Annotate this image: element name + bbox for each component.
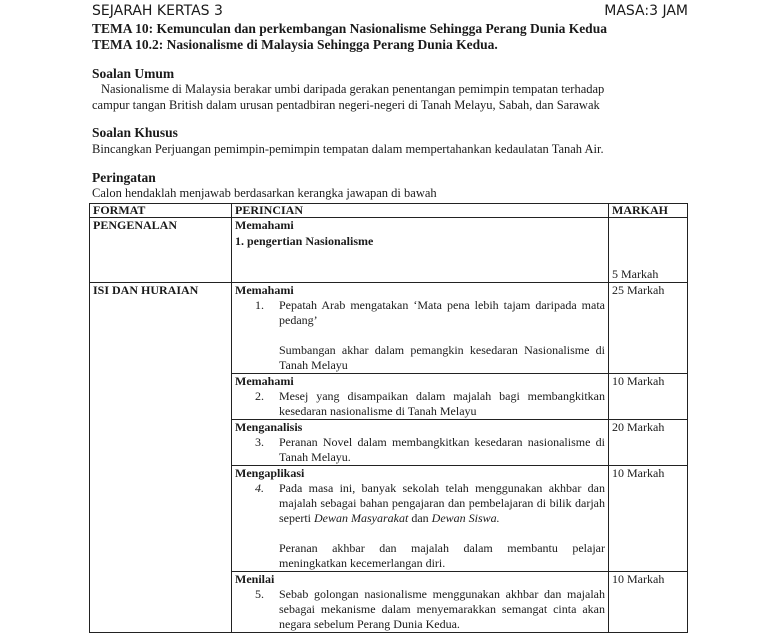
skill-heading: Menilai (235, 572, 275, 586)
soalan-khusus-text: Bincangkan Perjuangan pemimpin-pemimpin tempatan dalam mempertahankan kedaulatan Tanah Air. (92, 142, 604, 156)
perincian-cell (232, 420, 609, 466)
soalan-umum-line-1: Nasionalisme di Malaysia berakar umbi daripada gerakan penentangan pemimpin tempatan terhadap (101, 82, 605, 96)
markah-cell: 20 Markah (609, 420, 688, 466)
answer-framework-table (89, 203, 688, 633)
perincian-column-header: PERINCIAN (232, 204, 609, 218)
list-item: 1. Pepatah Arab mengatakan ‘Mata pena lebih tajam daripada mata pedang’ (255, 298, 605, 327)
tema-10-2-title: TEMA 10.2: Nasionalisme di Malaysia Sehingga Perang Dunia Kedua. (92, 37, 498, 52)
soalan-khusus-heading: Soalan Khusus (92, 125, 178, 140)
perincian-cell (232, 466, 609, 572)
format-column-header: FORMAT (90, 204, 232, 218)
list-item: 4. Pada masa ini, banyak sekolah telah menggunakan akhbar dan majalah sebagai bahan pengajaran dan pembelajaran di bilik darjah seperti Dewan Masyarakat dan Dewan Siswa. (255, 481, 605, 525)
peringatan-text: Calon hendaklah menjawab berdasarkan kerangka jawapan di bawah (92, 186, 437, 200)
item-extra-note: Peranan akhbar dan majalah dalam membantu pelajar meningkatkan kecemerlangan diri. (279, 541, 605, 570)
markah-column-header: MARKAH (609, 204, 688, 218)
skill-heading: Menganalisis (235, 420, 303, 434)
markah-cell: 10 Markah (609, 466, 688, 572)
markah-cell: 25 Markah (609, 283, 688, 374)
markah-cell: 5 Markah (609, 218, 688, 283)
perincian-cell (232, 374, 609, 420)
list-item: 2. Mesej yang disampaikan dalam majalah bagi membangkitkan kesedaran nasionalisme di Tanah Melayu (255, 389, 605, 418)
intro-point: 1. pengertian Nasionalisme (235, 234, 374, 248)
soalan-umum-heading: Soalan Umum (92, 66, 175, 81)
time-label: MASA:3 JAM (604, 3, 688, 19)
table-row (90, 218, 688, 283)
perincian-cell (232, 283, 609, 374)
skill-heading: Memahami (235, 218, 294, 232)
skill-heading: Mengaplikasi (235, 466, 305, 480)
subject-label: SEJARAH KERTAS 3 (92, 3, 223, 19)
markah-cell: 10 Markah (609, 572, 688, 633)
markah-cell: 10 Markah (609, 374, 688, 420)
table-header-row (90, 204, 688, 218)
format-cell: PENGENALAN (90, 218, 232, 283)
perincian-cell (232, 218, 609, 283)
skill-heading: Memahami (235, 283, 294, 297)
skill-heading: Memahami (235, 374, 294, 388)
perincian-cell (232, 572, 609, 633)
list-item: 3. Peranan Novel dalam membangkitkan kesedaran nasionalisme di Tanah Melayu. (255, 435, 605, 464)
item-extra-note: Sumbangan akhar dalam pemangkin kesedaran Nasionalisme di Tanah Melayu (279, 343, 605, 372)
format-cell: ISI DAN HURAIAN (90, 283, 232, 633)
peringatan-heading: Peringatan (92, 170, 156, 185)
table-row (90, 283, 688, 374)
soalan-umum-line-2: campur tangan British dalam urusan pentadbiran negeri-negeri di Tanah Melayu, Sabah, dan Sarawak (92, 98, 600, 112)
list-item: 5. Sebab golongan nasionalisme menggunakan akhbar dan majalah sebagai mekanisme dalam menyemarakkan semangat cinta akan negara sebelum Perang Dunia Kedua. (255, 587, 605, 631)
tema-10-title: TEMA 10: Kemunculan dan perkembangan Nasionalisme Sehingga Perang Dunia Kedua (92, 21, 607, 36)
